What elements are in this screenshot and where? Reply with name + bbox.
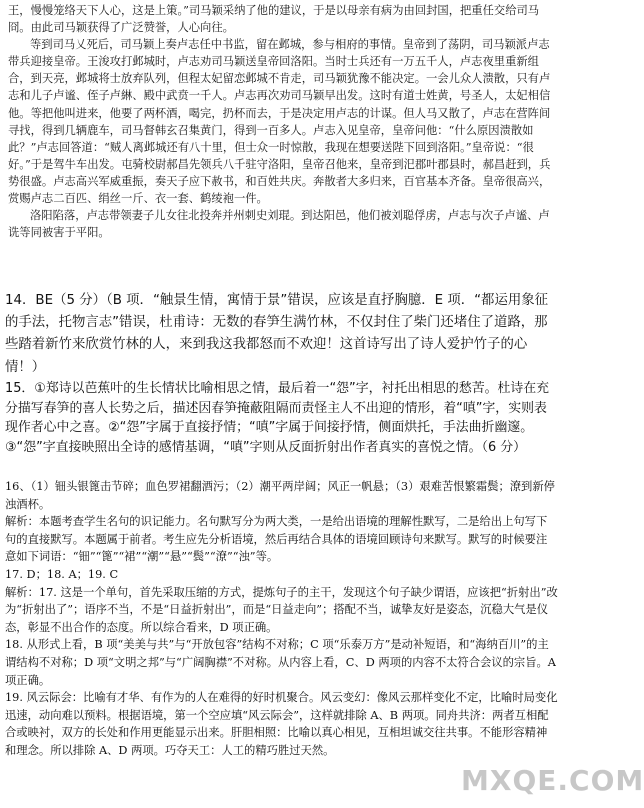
q15-text: 15．①郑诗以芭蕉叶的生长情状比喻相思之情，最后着一“怨”字，衬托出相思的愁苦。杜诗在充分描写春笋的喜人长势之后，描述因春笋掩蔽阻隔而责怪主人不出迎的情形，着“嗔”字，实则表现作者心中之喜。②“怨”字属于直接抒情；“嗔”字属于间接抒情，侧面烘托，手法曲折幽邃。③“怨”字直接映照出全诗的感情基调，“嗔”字则从反面折射出作者真实的喜悦之情。（6 分） <box>5 381 550 455</box>
q14-text: 14．BE（5 分）（B 项．“触景生情，寓情于景”错误，应该是直抒胸臆．E 项．“都运用象征的手法，托物言志”错误，杜甫诗：无数的春笋生满竹林，不仅封住了柴门还堵住了道路，那些踏着新竹来欣赏竹林的人，来到我这我都怒而不欢迎！这首诗写出了诗人爱护竹子的心情！） <box>5 293 549 375</box>
question-14-answer <box>5 290 558 379</box>
q17-analysis: 解析：17. 这是一个单句，首先采取压缩的方式，提炼句子的主干，发现这个句子缺少谓语，应该把“折射出”改为“折射出了”；语序不当，不是“日益折射出”，而是“日益走向”；搭配不当，诚挚友好是姿态，沉稳大气是仪态，彰显不出合作的态度。所以综合看来，D 项正确。 <box>5 585 558 634</box>
question-15-answer <box>5 379 558 457</box>
questions-16-19-section <box>5 478 558 760</box>
watermark-logo: MXQE.COM <box>461 764 644 797</box>
q17-19-answers: 17. D；18. A；19. C <box>5 567 119 581</box>
translation-paragraph-2: 等到司马乂死后，司马颖上奏卢志任中书监，留在邺城，参与相府的事情。皇帝到了荡阴，司马颖派卢志带兵迎接皇帝。王浚攻打邺城时，卢志劝司马颖送皇帝回洛阳。当时士兵还有一万五千人，卢志夜里重新组合，到天亮，邺城将士放弃队列，但程太妃留恋邺城不肯走，司马颖犹豫不能决定。一会儿众人溃散，只有卢志和儿子卢谧、侄子卢綝、殿中武贲一千人。卢志再次劝司马颖早出发。这时有道士姓黄，号圣人，太妃相信他。等把他叫进来，他要了两杯酒，喝完，扔杯而去，于是决定用卢志的计谋。但人马又散了，卢志在营阵间寻找，得到几辆鹿车，司马督韩玄召集黄门，得到一百多人。卢志入见皇帝，皇帝问他：“什么原因溃散如此？”卢志回答道：“贼人离邺城还有八十里，但士众一时惊散，我现在想要送陛下回到洛阳。”皇帝说：“很好。”于是驾牛车出发。屯骑校尉郝昌先领兵八千驻守洛阳，皇帝召他来，皇帝到汜郡叶郡县时，郝昌赶到，兵势很盛。卢志高兴军威重振，奏天子应下赦书，和百姓共庆。奔散者大多归来，百官基本齐备。皇帝很高兴，赏赐卢志二百匹、绢丝一斤、衣一套、鹤绫袍一件。 <box>8 38 551 206</box>
q16-answer: 16、（1）钿头银篦击节碎；血色罗裙翻酒污；（2）潮平两岸阔；风正一帆悬；（3）艰难苦恨繁霜鬓；潦到新停浊酒杯。 <box>5 480 555 511</box>
translation-paragraph-3: 洛阳陷落，卢志带领妻子儿女往北投奔并州刺史刘琨。到达阳邑，他们被刘聪俘虏，卢志与次子卢谧、卢诜等同被害于平阳。 <box>8 209 550 240</box>
q18-analysis: 18. 从形式上看，B 项“美美与共”与“开放包容”结构不对称；C 项“乐泰万方”是动补短语，和“海纳百川”的主谓结构不对称；D 项“文明之邦”与“广阔胸襟”不对称。从内容上看，C、D 两项的内容不太符合会议的宗旨。A 项正确。 <box>5 638 556 687</box>
q16-analysis: 解析：本题考查学生名句的识记能力。名句默写分为两大类，一是给出语境的理解性默写，二是给出上句写下句的直接默写。本题属于前者。考生应先分析语境，然后再结合具体的语境回顾诗句来默写。默写的时候要注意如下词语：“钿”“篦”“裙”“潮”“悬”“鬓”“潦”“浊”等。 <box>5 515 548 564</box>
translation-section <box>8 2 554 241</box>
q19-analysis: 19. 风云际会：比喻有才华、有作为的人在难得的好时机聚合。风云变幻：像风云那样变化不定，比喻时局变化迅速，动向难以预料。根据语境，第一个空应填“风云际会”，这样就排除 A、B 两项。同舟共济：两者互相配合或映衬，双方的长处和作用更能显示出来。肝胆相照：比喻以真心相见，互相坦诚交往共事。不能形容精神和理念。所以排除 A、D 两项。巧夺天工：人工的精巧胜过天然。 <box>5 691 558 757</box>
translation-paragraph-1: 王，慢慢笼络天下人心，这是上策。”司马颖采纳了他的建议，于是以母亲有病为由回封国，把重任交给司马冏。由此司马颖获得了广泛赞誉，人心向往。 <box>8 4 540 35</box>
